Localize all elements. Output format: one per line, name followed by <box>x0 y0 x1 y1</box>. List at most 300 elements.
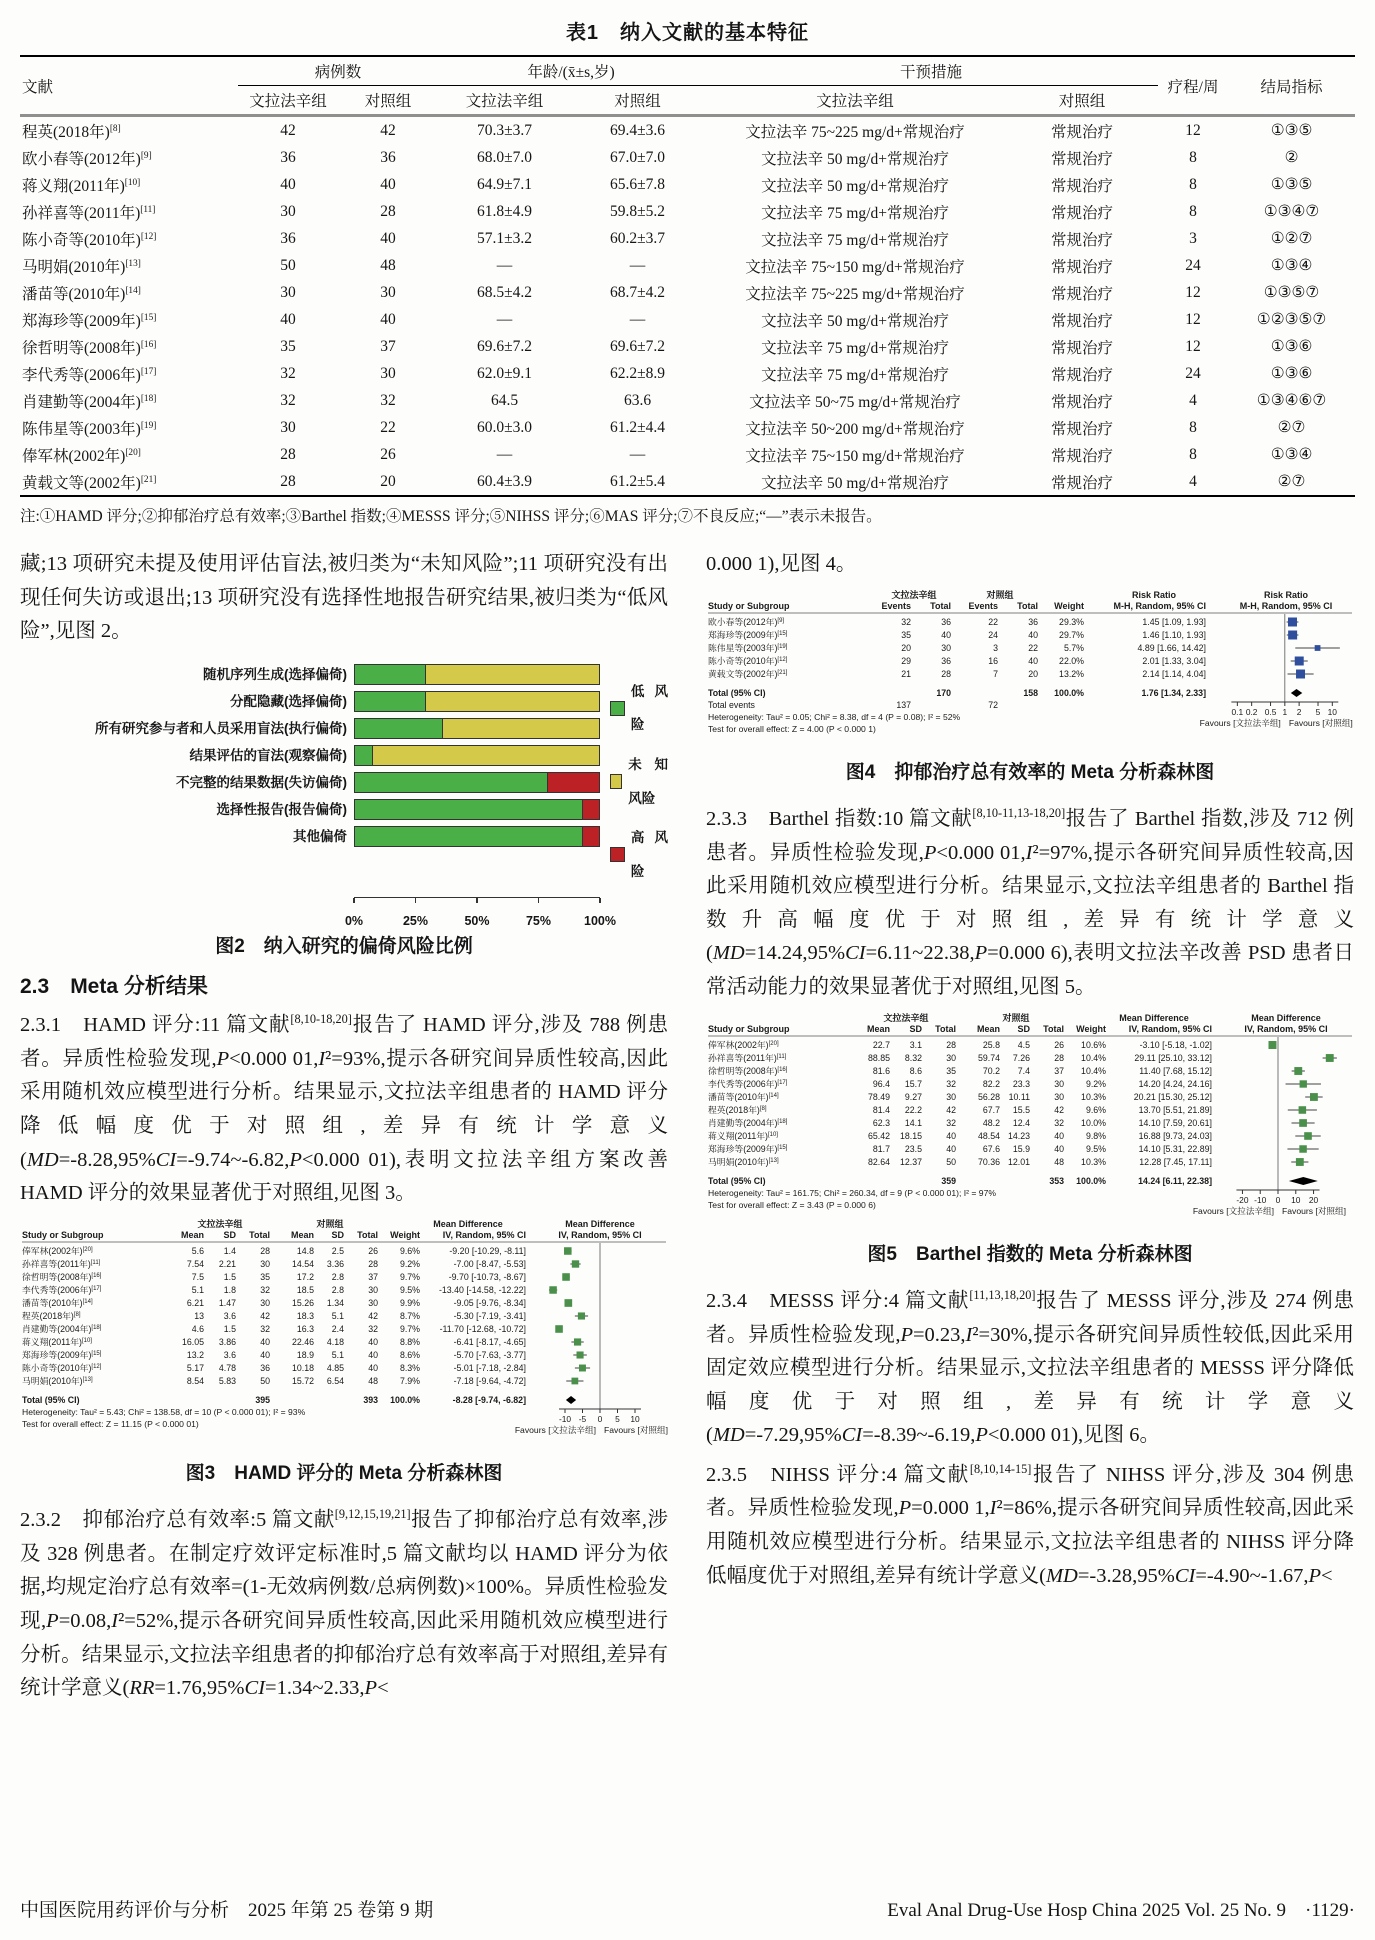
svg-text:0.1: 0.1 <box>1231 706 1244 717</box>
svg-text:393: 393 <box>363 1394 378 1405</box>
svg-text:20: 20 <box>1028 668 1038 679</box>
svg-text:22: 22 <box>988 616 998 627</box>
svg-text:36: 36 <box>941 655 951 666</box>
svg-text:9.6%: 9.6% <box>399 1245 420 1256</box>
forest-plot-svg <box>706 1011 1354 1222</box>
svg-text:82.2: 82.2 <box>982 1078 1000 1089</box>
axis-tick-label: 50% <box>464 914 490 929</box>
svg-text:35: 35 <box>901 629 911 640</box>
bar-segment <box>372 746 599 765</box>
svg-text:文拉法辛组: 文拉法辛组 <box>197 1218 243 1229</box>
svg-text:9.9%: 9.9% <box>399 1297 420 1308</box>
svg-text:30: 30 <box>1054 1091 1064 1102</box>
svg-text:文拉法辛组: 文拉法辛组 <box>891 589 937 600</box>
svg-text:10: 10 <box>1327 706 1337 717</box>
svg-text:1.45 [1.09, 1.93]: 1.45 [1.09, 1.93] <box>1142 616 1206 627</box>
svg-text:Mean Difference: Mean Difference <box>565 1218 635 1229</box>
legend-swatch <box>610 701 625 716</box>
svg-text:13.2: 13.2 <box>186 1349 204 1360</box>
svg-text:7.9%: 7.9% <box>399 1375 420 1386</box>
svg-text:1.8: 1.8 <box>223 1284 236 1295</box>
forest-plot-barthel <box>706 1011 1354 1234</box>
svg-text:1.47: 1.47 <box>218 1297 236 1308</box>
col-header-study: 文献 <box>22 78 54 96</box>
svg-text:10.18: 10.18 <box>291 1362 314 1373</box>
svg-text:22.0%: 22.0% <box>1059 655 1084 666</box>
svg-text:7.54: 7.54 <box>186 1258 204 1269</box>
svg-text:40: 40 <box>368 1349 378 1360</box>
legend-item <box>610 675 668 742</box>
svg-text:2.4: 2.4 <box>331 1323 344 1334</box>
svg-text:50: 50 <box>946 1156 956 1167</box>
svg-text:12.4: 12.4 <box>1012 1117 1030 1128</box>
svg-text:5.1: 5.1 <box>191 1284 204 1295</box>
legend-label: 高风险 <box>630 830 668 879</box>
svg-text:56.28: 56.28 <box>977 1091 1000 1102</box>
svg-text:42: 42 <box>260 1310 270 1321</box>
legend-label: 低风险 <box>630 683 668 733</box>
subcol-venlafaxine: 文拉法辛组 <box>249 93 327 110</box>
subcol-venlafaxine: 文拉法辛组 <box>816 93 894 110</box>
svg-text:1: 1 <box>1282 706 1288 717</box>
svg-text:M-H, Random, 95% CI: M-H, Random, 95% CI <box>1113 600 1206 611</box>
svg-text:2.21: 2.21 <box>218 1258 236 1269</box>
risk-bar-row <box>20 769 600 796</box>
table1-title: 表1 纳入文献的基本特征 <box>565 22 810 44</box>
bar-category-label: 随机序列生成(选择偏倚) <box>203 666 347 682</box>
svg-text:16: 16 <box>988 655 998 666</box>
svg-text:2.8: 2.8 <box>331 1271 344 1282</box>
subcol-control: 对照组 <box>1058 93 1106 110</box>
svg-text:Total: Total <box>935 1023 956 1034</box>
bar-segment <box>355 773 547 792</box>
svg-text:48: 48 <box>368 1375 378 1386</box>
svg-text:23.5: 23.5 <box>904 1143 922 1154</box>
svg-text:5.7%: 5.7% <box>1063 642 1084 653</box>
figure4-caption: 图4 抑郁治疗总有效率的 Meta 分析森林图 <box>845 762 1215 784</box>
table-row: 蒋义翔(2011年)[10] 40 40 64.9±7.1 65.6±7.8 文拉法辛 50 mg/d+常规治疗 常规治疗 8 ①③⑤ <box>22 175 1313 195</box>
svg-text:10.3%: 10.3% <box>1081 1091 1106 1102</box>
bar-segment <box>425 692 599 711</box>
svg-text:8.7%: 8.7% <box>399 1310 420 1321</box>
svg-text:陈小奇等(2010年)[12]: 陈小奇等(2010年)[12] <box>22 1362 102 1373</box>
table1-note: 注:①HAMD 评分;②抑郁治疗总有效率;③Barthel 指数;④MESSS 评分;⑤NIHSS 评分;⑥MAS 评分;⑦不良反应;“—”表示未报告。 <box>20 508 882 525</box>
axis-tick-label: 25% <box>402 914 429 929</box>
page-footer <box>20 1895 1355 1922</box>
svg-text:9.6%: 9.6% <box>1085 1104 1106 1115</box>
figure5-caption: 图5 Barthel 指数的 Meta 分析森林图 <box>867 1244 1193 1266</box>
body-paragraph: 2.3.4 MESSS 评分:4 篇文献[11,13,18,20]报告了 MESSS 评分,涉及 274 例患者。异质性检验发现,P=0.23,I²=30%,提示各研究间异质性较低,因此采用固定效应模型进行分析。结果显示,文拉法辛组患者的 MESSS 评分降低幅度优于对照组,差异有统计学意义(MD=-7.29,95%CI=-8.39~-6.19,P<0.000 01),见图 6。 <box>706 1288 1354 1447</box>
bar-segment <box>582 827 599 846</box>
axis-tick-label: 0% <box>344 914 364 929</box>
svg-text:4.85: 4.85 <box>326 1362 344 1373</box>
svg-text:10.3%: 10.3% <box>1081 1156 1106 1167</box>
svg-text:7.5: 7.5 <box>191 1271 204 1282</box>
body-paragraph: 2.3.1 HAMD 评分:11 篇文献[8,10-18,20]报告了 HAMD 评分,涉及 788 例患者。异质性检验发现,P<0.000 01,I²=93%,提示各研究间异质性较高,因此采用随机效应模型进行分析。结果显示,文拉法辛组患者的 HAMD 评分降低幅度优于对照组,差异有统计学意义(MD=-8.28,95%CI=-9.74~-6.82,P<0.000 01),表明文拉法辛组方案改善 HAMD 评分的效果显著优于对照组,见图 3。 <box>20 1012 669 1205</box>
svg-text:42: 42 <box>368 1310 378 1321</box>
svg-text:6.54: 6.54 <box>326 1375 344 1386</box>
svg-text:蒋义翔(2011年)[10]: 蒋义翔(2011年)[10] <box>22 1336 92 1347</box>
svg-text:SD: SD <box>223 1229 236 1240</box>
svg-text:67.7: 67.7 <box>982 1104 1000 1115</box>
svg-text:35: 35 <box>946 1065 956 1076</box>
legend-item <box>610 748 668 815</box>
svg-text:4.6: 4.6 <box>191 1323 204 1334</box>
svg-text:Risk Ratio: Risk Ratio <box>1263 589 1309 600</box>
svg-text:1.5: 1.5 <box>223 1271 236 1282</box>
svg-text:62.3: 62.3 <box>872 1117 890 1128</box>
axis-tick-label: 100% <box>584 914 616 929</box>
svg-text:0: 0 <box>597 1413 603 1424</box>
svg-text:21: 21 <box>901 668 911 679</box>
svg-text:2.5: 2.5 <box>331 1245 344 1256</box>
svg-text:3.6: 3.6 <box>223 1310 236 1321</box>
bar-category-label: 不完整的结果数据(失访偏倚) <box>176 774 347 790</box>
svg-text:程英(2018年)[8]: 程英(2018年)[8] <box>708 1104 767 1115</box>
svg-text:81.4: 81.4 <box>872 1104 890 1115</box>
svg-text:12.37: 12.37 <box>899 1156 922 1167</box>
svg-text:32: 32 <box>260 1323 270 1334</box>
svg-text:100.0%: 100.0% <box>1076 1175 1106 1186</box>
svg-text:5: 5 <box>615 1413 620 1424</box>
body-paragraph: 2.3.5 NIHSS 评分:4 篇文献[8,10,14-15]报告了 NIHSS 评分,涉及 304 例患者。异质性检验发现,P=0.000 1,I²=86%,提示各研究间异质性较高,因此采用随机效应模型进行分析。结果显示,文拉法辛组患者的 NIHSS 评分降低幅度优于对照组,差异有统计学意义(MD=-3.28,95%CI=-4.90~-1.67,P< <box>706 1461 1355 1587</box>
svg-text:7.26: 7.26 <box>1012 1052 1030 1063</box>
svg-text:32: 32 <box>1054 1117 1064 1128</box>
svg-text:22.2: 22.2 <box>904 1104 922 1115</box>
bar-segment <box>355 827 582 846</box>
svg-text:-13.40 [-14.58, -12.22]: -13.40 [-14.58, -12.22] <box>438 1284 526 1295</box>
svg-text:SD: SD <box>331 1229 344 1240</box>
svg-text:10.0%: 10.0% <box>1081 1117 1106 1128</box>
svg-text:40: 40 <box>1028 655 1038 666</box>
legend-label: 未知风险 <box>628 756 668 806</box>
svg-text:65.42: 65.42 <box>867 1130 890 1141</box>
svg-text:30: 30 <box>260 1258 270 1269</box>
svg-text:14.10 [7.59, 20.61]: 14.10 [7.59, 20.61] <box>1138 1117 1212 1128</box>
table-row: 陈小奇等(2010年)[12] 36 40 57.1±3.2 60.2±3.7 文拉法辛 75 mg/d+常规治疗 常规治疗 3 ①②⑦ <box>22 229 1313 249</box>
svg-text:M-H, Random, 95% CI: M-H, Random, 95% CI <box>1239 600 1333 611</box>
stacked-bar <box>354 745 600 766</box>
svg-text:程英(2018年)[8]: 程英(2018年)[8] <box>22 1310 81 1321</box>
svg-text:8.6%: 8.6% <box>399 1349 420 1360</box>
svg-text:395: 395 <box>255 1394 270 1405</box>
svg-text:Total (95% CI): Total (95% CI) <box>22 1394 80 1405</box>
svg-text:Study or Subgroup: Study or Subgroup <box>708 600 790 611</box>
svg-text:15.7: 15.7 <box>904 1078 922 1089</box>
svg-text:Mean Difference: Mean Difference <box>1119 1012 1189 1023</box>
svg-text:Total events: Total events <box>708 699 755 710</box>
bar-category-label: 选择性报告(报告偏倚) <box>216 801 347 817</box>
bar-segment <box>425 665 599 684</box>
svg-text:42: 42 <box>1054 1104 1064 1115</box>
svg-text:0.5: 0.5 <box>1264 706 1277 717</box>
legend-swatch <box>610 847 625 862</box>
svg-text:9.2%: 9.2% <box>1085 1078 1106 1089</box>
svg-text:32: 32 <box>901 616 911 627</box>
svg-text:100.0%: 100.0% <box>390 1394 420 1405</box>
svg-text:14.8: 14.8 <box>296 1245 314 1256</box>
svg-text:137: 137 <box>896 699 911 710</box>
bar-segment <box>547 773 599 792</box>
svg-text:29.11 [25.10, 33.12]: 29.11 [25.10, 33.12] <box>1134 1052 1212 1063</box>
svg-text:2.8: 2.8 <box>331 1284 344 1295</box>
bar-category-label: 分配隐藏(选择偏倚) <box>230 693 347 709</box>
body-paragraph: 2.3.3 Barthel 指数:10 篇文献[8,10-11,13-18,20]报告了 Barthel 指数,涉及 712 例患者。异质性检验发现,P<0.000 01,I²=97%,提示各研究间异质性较高,因此采用随机效应模型进行分析。结果显示,文拉法辛组患者的 Barthel 指数升高幅度优于对照组,差异有统计学意义(MD=14.24,95%CI=6.11~22.38,P=0.000 6),表明文拉法辛改善 PSD 患者日常活动能力的效果显著优于对照组,见图 5。 <box>706 806 1355 998</box>
svg-text:28: 28 <box>946 1039 956 1050</box>
svg-text:Mean Difference: Mean Difference <box>1251 1012 1321 1023</box>
svg-text:-9.70 [-10.73, -8.67]: -9.70 [-10.73, -8.67] <box>448 1271 526 1282</box>
svg-text:1.4: 1.4 <box>223 1245 236 1256</box>
stacked-bar <box>354 772 600 793</box>
svg-text:29.7%: 29.7% <box>1059 629 1084 640</box>
svg-text:48.2: 48.2 <box>982 1117 1000 1128</box>
svg-text:14.1: 14.1 <box>904 1117 922 1128</box>
svg-text:8.54: 8.54 <box>186 1375 204 1386</box>
svg-text:28: 28 <box>368 1258 378 1269</box>
svg-text:36: 36 <box>941 616 951 627</box>
svg-text:48: 48 <box>1054 1156 1064 1167</box>
svg-text:40: 40 <box>946 1143 956 1154</box>
svg-text:Total (95% CI): Total (95% CI) <box>708 1175 766 1186</box>
study-characteristics-table <box>20 55 1355 497</box>
svg-text:3.36: 3.36 <box>326 1258 344 1269</box>
svg-text:37: 37 <box>1054 1065 1064 1076</box>
svg-text:Test for overall effect: Z = 3: Test for overall effect: Z = 3.43 (P = 0.000 6) <box>708 1199 876 1210</box>
svg-text:9.2%: 9.2% <box>399 1258 420 1269</box>
forest-plot-response-rate <box>706 588 1354 752</box>
table-row: 程英(2018年)[8] 42 42 70.3±3.7 69.4±3.6 文拉法辛 75~225 mg/d+常规治疗 常规治疗 12 ①③⑤ <box>22 121 1313 141</box>
stacked-bar <box>354 664 600 685</box>
svg-text:30: 30 <box>260 1297 270 1308</box>
svg-text:32: 32 <box>946 1078 956 1089</box>
svg-text:14.54: 14.54 <box>291 1258 314 1269</box>
svg-text:1.5: 1.5 <box>223 1323 236 1334</box>
figure2-caption: 图2 纳入研究的偏倚风险比例 <box>215 936 473 958</box>
svg-text:14.10 [5.31, 22.89]: 14.10 [5.31, 22.89] <box>1138 1143 1212 1154</box>
svg-text:3: 3 <box>993 642 998 653</box>
svg-text:-8.28 [-9.74, -6.82]: -8.28 [-9.74, -6.82] <box>452 1394 526 1405</box>
svg-text:Total: Total <box>357 1229 378 1240</box>
svg-text:24: 24 <box>988 629 998 640</box>
bar-category-label: 其他偏倚 <box>293 828 347 844</box>
svg-text:Mean: Mean <box>290 1229 314 1240</box>
bar-segment <box>355 665 425 684</box>
svg-text:15.26: 15.26 <box>291 1297 314 1308</box>
svg-text:32: 32 <box>260 1284 270 1295</box>
bar-segment <box>355 692 425 711</box>
svg-text:肖建勤等(2004年)[18]: 肖建勤等(2004年)[18] <box>22 1323 102 1334</box>
svg-text:5.1: 5.1 <box>331 1349 344 1360</box>
svg-text:96.4: 96.4 <box>872 1078 890 1089</box>
col-group-cases: 病例数 <box>238 56 438 86</box>
svg-text:5.1: 5.1 <box>331 1310 344 1321</box>
table-row: 李代秀等(2006年)[17] 32 30 62.0±9.1 62.2±8.9 文拉法辛 75 mg/d+常规治疗 常规治疗 24 ①③⑥ <box>22 364 1313 384</box>
svg-text:12.28 [7.45, 17.11]: 12.28 [7.45, 17.11] <box>1139 1156 1212 1167</box>
svg-text:22.7: 22.7 <box>872 1039 890 1050</box>
svg-text:158: 158 <box>1023 687 1038 698</box>
svg-text:-9.20 [-10.29, -8.11]: -9.20 [-10.29, -8.11] <box>449 1245 526 1256</box>
svg-text:5.6: 5.6 <box>191 1245 204 1256</box>
svg-text:文拉法辛组: 文拉法辛组 <box>883 1012 929 1023</box>
bar-segment <box>442 719 599 738</box>
svg-text:Favours [文拉法辛组]: Favours [文拉法辛组] <box>514 1424 596 1435</box>
svg-text:353: 353 <box>1049 1175 1064 1186</box>
svg-text:-7.18 [-9.64, -4.72]: -7.18 [-9.64, -4.72] <box>453 1375 526 1386</box>
svg-text:郑海珍等(2009年)[15]: 郑海珍等(2009年)[15] <box>708 1143 788 1154</box>
svg-text:Test for overall effect: Z = 1: Test for overall effect: Z = 11.15 (P < 0.000 01) <box>22 1418 199 1429</box>
svg-text:40: 40 <box>1054 1143 1064 1154</box>
svg-text:13.2%: 13.2% <box>1059 668 1084 679</box>
svg-text:36: 36 <box>260 1362 270 1373</box>
table-row: 黄载文等(2002年)[21] 28 20 60.4±3.9 61.2±5.4 文拉法辛 50 mg/d+常规治疗 常规治疗 4 ②⑦ <box>22 472 1306 492</box>
bar-category-label: 所有研究参与者和人员采用盲法(执行偏倚) <box>95 720 347 736</box>
svg-text:20: 20 <box>1308 1194 1319 1205</box>
left-column <box>20 548 668 1706</box>
svg-text:9.5%: 9.5% <box>1085 1143 1106 1154</box>
svg-text:Mean Difference: Mean Difference <box>433 1218 503 1229</box>
footer-journal-cn: 中国医院用药评价与分析 2025 年第 25 卷第 9 期 <box>20 1900 434 1921</box>
svg-text:Favours [对照组]: Favours [对照组] <box>1282 1205 1346 1216</box>
svg-text:42: 42 <box>946 1104 956 1115</box>
svg-text:Total: Total <box>1043 1023 1064 1034</box>
svg-text:1.34: 1.34 <box>326 1297 344 1308</box>
svg-text:50: 50 <box>260 1375 270 1386</box>
svg-text:20.21 [15.30, 25.12]: 20.21 [15.30, 25.12] <box>1133 1091 1212 1102</box>
svg-text:10.4%: 10.4% <box>1081 1065 1106 1076</box>
chart-x-axis <box>344 897 616 929</box>
svg-text:5: 5 <box>1315 706 1321 717</box>
svg-text:48.54: 48.54 <box>977 1130 1000 1141</box>
table-row: 徐哲明等(2008年)[16] 35 37 69.6±7.2 69.6±7.2 文拉法辛 75 mg/d+常规治疗 常规治疗 12 ①③⑥ <box>22 337 1313 357</box>
svg-text:孙祥喜等(2011年)[11]: 孙祥喜等(2011年)[11] <box>22 1258 101 1269</box>
svg-text:67.6: 67.6 <box>982 1143 1000 1154</box>
svg-text:Mean: Mean <box>976 1023 1000 1034</box>
svg-text:肖建勤等(2004年)[18]: 肖建勤等(2004年)[18] <box>708 1117 788 1128</box>
svg-text:40: 40 <box>1028 629 1038 640</box>
forest-plot-hamd <box>20 1217 668 1453</box>
bar-category-label: 结果评估的盲法(观察偏倚) <box>189 747 347 763</box>
svg-text:18.5: 18.5 <box>296 1284 314 1295</box>
svg-text:70.2: 70.2 <box>982 1065 1000 1076</box>
svg-text:俸军林(2002年)[20]: 俸军林(2002年)[20] <box>22 1245 93 1256</box>
svg-text:Weight: Weight <box>1054 600 1084 611</box>
svg-text:9.5%: 9.5% <box>399 1284 420 1295</box>
svg-text:4.89 [1.66, 14.42]: 4.89 [1.66, 14.42] <box>1137 642 1206 653</box>
svg-text:40: 40 <box>368 1362 378 1373</box>
figure3-caption: 图3 HAMD 评分的 Meta 分析森林图 <box>185 1463 503 1485</box>
svg-text:72: 72 <box>988 699 998 710</box>
svg-text:22.46: 22.46 <box>291 1336 314 1347</box>
svg-text:SD: SD <box>909 1023 922 1034</box>
svg-text:40: 40 <box>941 629 951 640</box>
svg-text:40: 40 <box>946 1130 956 1141</box>
svg-text:0.2: 0.2 <box>1245 706 1258 717</box>
svg-text:30: 30 <box>368 1284 378 1295</box>
svg-text:马明娟(2010年)[13]: 马明娟(2010年)[13] <box>708 1156 779 1167</box>
svg-text:8.8%: 8.8% <box>399 1336 420 1347</box>
svg-text:18.9: 18.9 <box>296 1349 314 1360</box>
forest-plot-svg <box>706 588 1354 740</box>
svg-text:78.49: 78.49 <box>867 1091 890 1102</box>
svg-text:陈伟星等(2003年)[19]: 陈伟星等(2003年)[19] <box>708 642 788 653</box>
legend-swatch <box>610 774 622 789</box>
body-paragraph: 2.3.2 抑郁治疗总有效率:5 篇文献[9,12,15,19,21]报告了抑郁治疗总有效率,涉及 328 例患者。在制定疗效评定标准时,5 篇文献均以 HAMD 评分为依据,均规定治疗总有效率=(1-无效病例数/总病例数)×100%。异质性检验发现,P=0.08,I²=52%,提示各研究间异质性较高,因此采用随机效应模型进行分析。结果显示,文拉法辛组患者的抑郁治疗总有效率高于对照组,差异有统计学意义(RR=1.76,95%CI=1.34~2.33,P< <box>20 1507 668 1700</box>
svg-text:IV, Random, 95% CI: IV, Random, 95% CI <box>1128 1023 1212 1034</box>
svg-text:22: 22 <box>1028 642 1038 653</box>
section-heading-2-3: 2.3 Meta 分析结果 <box>20 975 208 999</box>
svg-text:马明娟(2010年)[13]: 马明娟(2010年)[13] <box>22 1375 93 1386</box>
chart-legend <box>610 661 668 895</box>
col-header-outcomes: 结局指标 <box>1260 78 1323 96</box>
forest-plot-svg <box>20 1217 668 1441</box>
svg-text:-9.05 [-9.76, -8.34]: -9.05 [-9.76, -8.34] <box>453 1297 526 1308</box>
svg-text:70.36: 70.36 <box>977 1156 1000 1167</box>
svg-text:8.6: 8.6 <box>909 1065 922 1076</box>
svg-text:15.9: 15.9 <box>1012 1143 1030 1154</box>
svg-text:4.78: 4.78 <box>218 1362 236 1373</box>
svg-text:10: 10 <box>630 1413 640 1424</box>
svg-text:IV, Random, 95% CI: IV, Random, 95% CI <box>442 1229 526 1240</box>
body-paragraph: 藏;13 项研究未提及使用评估盲法,被归类为“未知风险”;11 项研究没有出现任何失访或退出;13 项研究没有选择性地报告研究结果,被归类为“低风险”,见图 2。 <box>20 553 668 643</box>
svg-text:-5.70 [-7.63, -3.77]: -5.70 [-7.63, -3.77] <box>453 1349 526 1360</box>
svg-text:12.01: 12.01 <box>1007 1156 1030 1167</box>
svg-text:2: 2 <box>1296 706 1302 717</box>
table-row: 郑海珍等(2009年)[15] 40 40 — — 文拉法辛 50 mg/d+常规治疗 常规治疗 12 ①②③⑤⑦ <box>22 310 1327 330</box>
svg-text:IV, Random, 95% CI: IV, Random, 95% CI <box>1244 1023 1328 1034</box>
col-group-intervention: 干预措施 <box>704 56 1158 86</box>
svg-text:Events: Events <box>968 600 998 611</box>
svg-text:28: 28 <box>1054 1052 1064 1063</box>
svg-text:2.01 [1.33, 3.04]: 2.01 [1.33, 3.04] <box>1142 655 1206 666</box>
risk-bar-row <box>20 796 600 823</box>
svg-text:-5.30 [-7.19, -3.41]: -5.30 [-7.19, -3.41] <box>453 1310 526 1321</box>
svg-text:30: 30 <box>946 1052 956 1063</box>
svg-text:Weight: Weight <box>1076 1023 1106 1034</box>
svg-text:孙祥喜等(2011年)[11]: 孙祥喜等(2011年)[11] <box>708 1052 787 1063</box>
col-group-age: 年龄/(x̄±s,岁) <box>438 56 704 86</box>
svg-text:Risk Ratio: Risk Ratio <box>1131 589 1177 600</box>
svg-text:40: 40 <box>260 1336 270 1347</box>
svg-text:16.05: 16.05 <box>181 1336 204 1347</box>
svg-text:徐哲明等(2008年)[16]: 徐哲明等(2008年)[16] <box>22 1271 102 1282</box>
svg-text:10.11: 10.11 <box>1008 1091 1030 1102</box>
svg-text:SD: SD <box>1017 1023 1030 1034</box>
svg-text:1.76 [1.34, 2.33]: 1.76 [1.34, 2.33] <box>1141 687 1206 698</box>
svg-text:23.3: 23.3 <box>1012 1078 1030 1089</box>
svg-text:李代秀等(2006年)[17]: 李代秀等(2006年)[17] <box>708 1078 788 1089</box>
svg-text:7: 7 <box>993 668 998 679</box>
svg-text:Total (95% CI): Total (95% CI) <box>708 687 766 698</box>
svg-text:16.88 [9.73, 24.03]: 16.88 [9.73, 24.03] <box>1138 1130 1212 1141</box>
svg-text:81.6: 81.6 <box>872 1065 890 1076</box>
subcol-control: 对照组 <box>614 93 661 110</box>
table-row: 马明娟(2010年)[13] 50 48 — — 文拉法辛 75~150 mg/d+常规治疗 常规治疗 24 ①③④ <box>22 256 1313 276</box>
bar-segment <box>355 800 582 819</box>
svg-text:-3.10 [-5.18, -1.02]: -3.10 [-5.18, -1.02] <box>1139 1039 1212 1050</box>
svg-text:20: 20 <box>901 642 911 653</box>
svg-text:10: 10 <box>1291 1194 1301 1205</box>
svg-text:对照组: 对照组 <box>316 1218 344 1229</box>
footer-journal-en: Eval Anal Drug-Use Hosp China 2025 Vol. 25 No. 9 ·1129· <box>887 1900 1355 1921</box>
svg-text:Favours [对照组]: Favours [对照组] <box>1288 717 1353 728</box>
svg-text:9.27: 9.27 <box>904 1091 922 1102</box>
svg-text:16.3: 16.3 <box>296 1323 314 1334</box>
svg-text:32: 32 <box>946 1117 956 1128</box>
svg-text:Study or Subgroup: Study or Subgroup <box>22 1229 104 1240</box>
svg-text:9.8%: 9.8% <box>1085 1130 1106 1141</box>
svg-text:对照组: 对照组 <box>1002 1012 1030 1023</box>
risk-bar-row <box>20 742 600 769</box>
